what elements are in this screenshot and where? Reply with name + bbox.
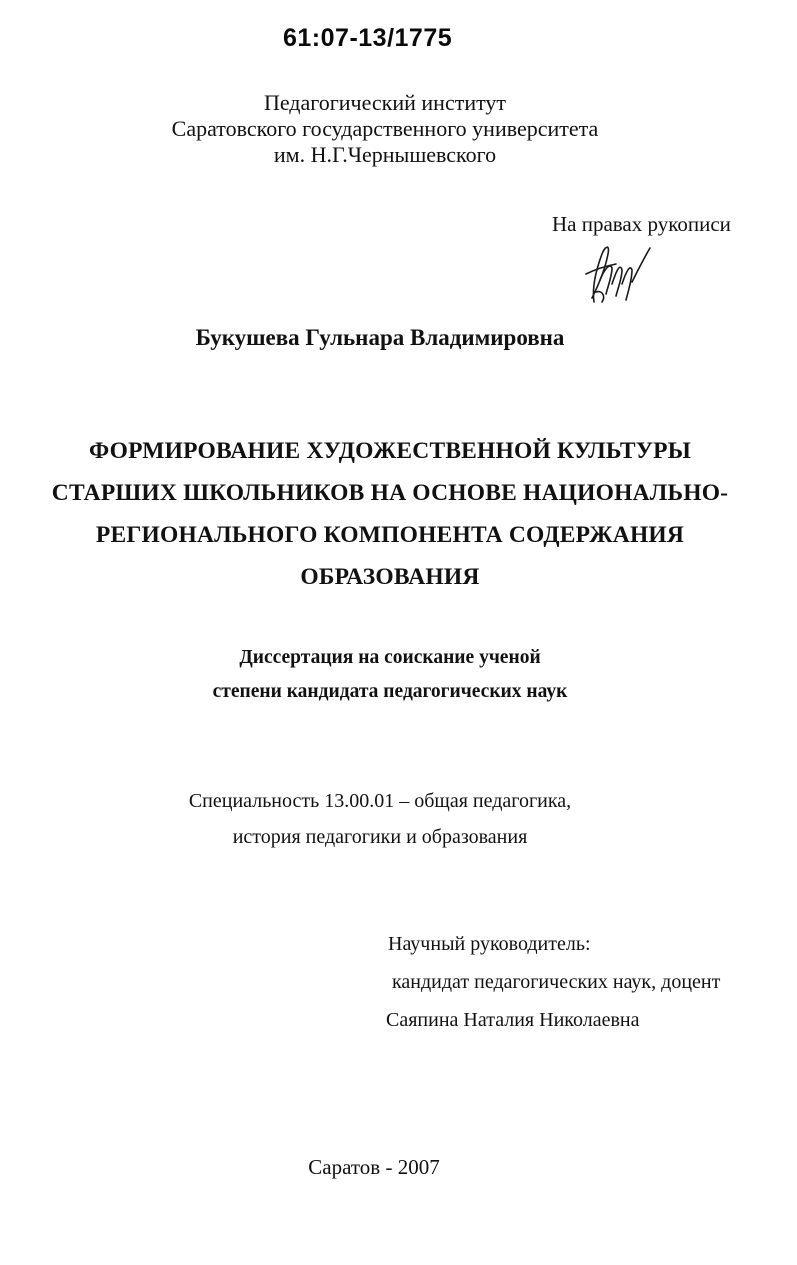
specialty-line-2: история педагогики и образования <box>232 826 528 848</box>
title-line-1: ФОРМИРОВАНИЕ ХУДОЖЕСТВЕННОЙ КУЛЬТУРЫ <box>88 438 692 464</box>
specialty-line-1: Специальность 13.00.01 – общая педагогика, <box>188 790 572 812</box>
signature-icon <box>572 240 662 310</box>
institution-line-1: Педагогический институт <box>263 90 507 115</box>
supervisor-degree: кандидат педагогических наук, доцент <box>392 971 721 993</box>
supervisor-label: Научный руководитель: <box>388 933 591 955</box>
supervisor-name: Саяпина Наталия Николаевна <box>386 1009 640 1031</box>
title-line-4: ОБРАЗОВАНИЯ <box>300 564 480 590</box>
dissertation-line-1: Диссертация на соискание ученой <box>239 647 541 668</box>
title-line-3: РЕГИОНАЛЬНОГО КОМПОНЕНТА СОДЕРЖАНИЯ <box>95 522 685 548</box>
city-year: Саратов - 2007 <box>308 1155 440 1179</box>
author-name: Букушева Гульнара Владимировна <box>195 325 565 350</box>
institution-line-3: им. Н.Г.Чернышевского <box>273 142 497 167</box>
dissertation-line-2: степени кандидата педагогических наук <box>212 681 568 702</box>
manuscript-note: На правах рукописи <box>552 212 731 236</box>
title-line-2: СТАРШИХ ШКОЛЬНИКОВ НА ОСНОВЕ НАЦИОНАЛЬНО- <box>51 480 729 506</box>
catalog-number: 61:07-13/1775 <box>283 24 453 52</box>
institution-line-2: Саратовского государственного университета <box>171 116 599 141</box>
